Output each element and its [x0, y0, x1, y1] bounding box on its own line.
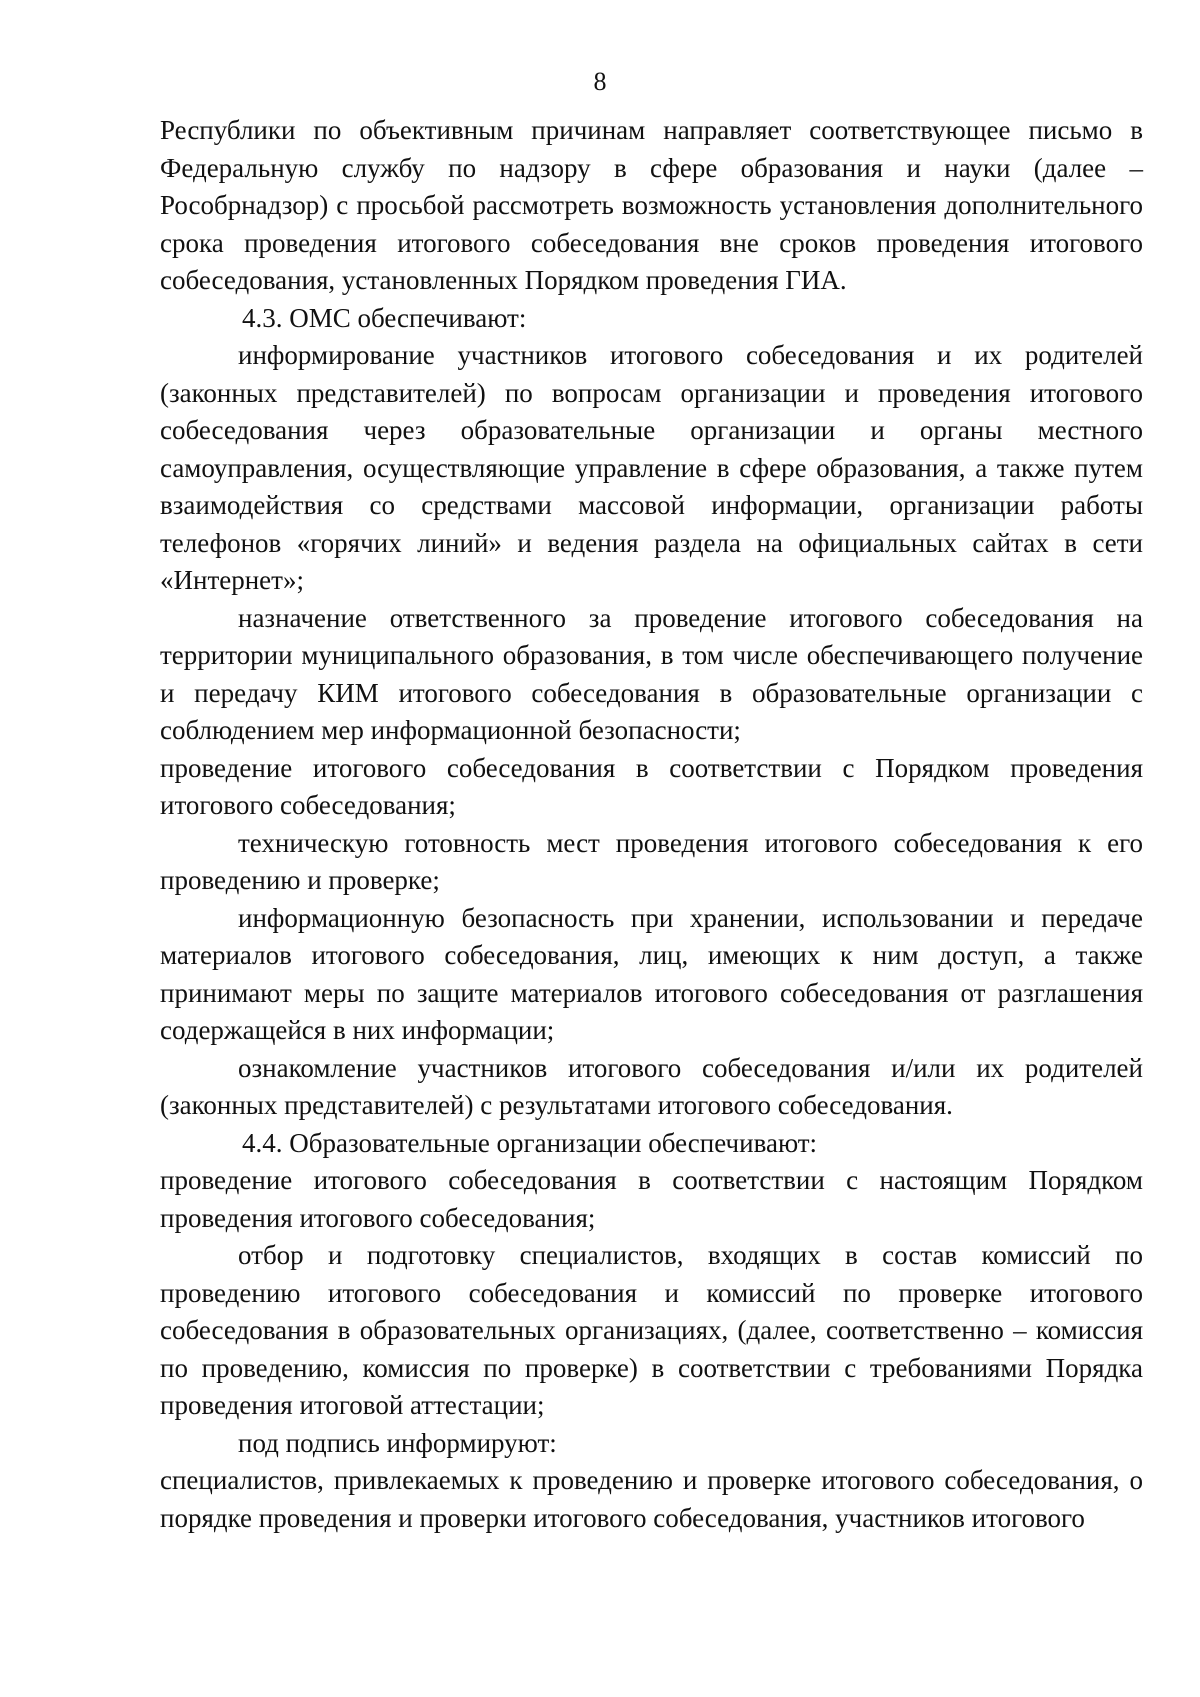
document-body	[160, 112, 1143, 1537]
paragraph-appointment: назначение ответственного за проведение итогового собеседования на территории муниципального образования, в том числе обеспечивающего получение и передачу КИМ итогового собеседования в образовательные организации с соблюдением мер информационной безопасности;	[160, 602, 1143, 745]
paragraph-technical-readiness: техническую готовность мест проведения итогового собеседования к его проведению и проверке;	[160, 827, 1143, 895]
paragraph-conducting-orgs: проведение итогового собеседования в соответствии с настоящим Порядком проведения итогового собеседования;	[160, 1165, 1143, 1233]
paragraph-informing: информирование участников итогового собеседования и их родителей (законных представителей) по вопросам организации и проведения итогового собеседования через образовательные организации и органы местного самоуправления, осуществляющие управление в сфере образования, а также путем взаимодействия со средствами массовой информации, организации работы телефонов «горячих линий» и ведения раздела на официальных сайтах в сети «Интернет»;	[160, 340, 1143, 595]
paragraph-specialists-informed: специалистов, привлекаемых к проведению и проверке итогового собеседования, о порядке проведения и проверки итогового собеседования, участников итогового	[160, 1465, 1143, 1533]
paragraph-conducting: проведение итогового собеседования в соответствии с Порядком проведения итогового собеседования;	[160, 752, 1143, 820]
page-number: 8	[593, 67, 607, 96]
paragraph-continuation: Республики по объективным причинам направляет соответствующее письмо в Федеральную службу по надзору в сфере образования и науки (далее – Рособрнадзор) с просьбой рассмотреть возможность установления дополнительного срока проведения итогового собеседования вне сроков проведения итогового собеседования, установленных Порядком проведения ГИА.	[160, 115, 1143, 295]
paragraph-specialist-selection: отбор и подготовку специалистов, входящих в состав комиссий по проведению итогового собеседования и комиссий по проверке итогового собеседования в образовательных организациях, (далее, соответственно – комиссия по проведению, комиссия по проверке) в соответствии с требованиями Порядка проведения итоговой аттестации;	[160, 1240, 1143, 1420]
paragraph-information-security: информационную безопасность при хранении, использовании и передаче материалов итогового собеседования, лиц, имеющих к ним доступ, а также принимают меры по защите материалов итогового собеседования от разглашения содержащейся в них информации;	[160, 902, 1143, 1045]
paragraph-signature-inform: под подпись информируют:	[238, 1427, 557, 1458]
section-heading-4-4: 4.4. Образовательные организации обеспечивают:	[242, 1127, 818, 1158]
paragraph-results-familiarization: ознакомление участников итогового собеседования и/или их родителей (законных представителей) с результатами итогового собеседования.	[160, 1052, 1143, 1120]
section-heading-4-3: 4.3. ОМС обеспечивают:	[242, 302, 527, 333]
